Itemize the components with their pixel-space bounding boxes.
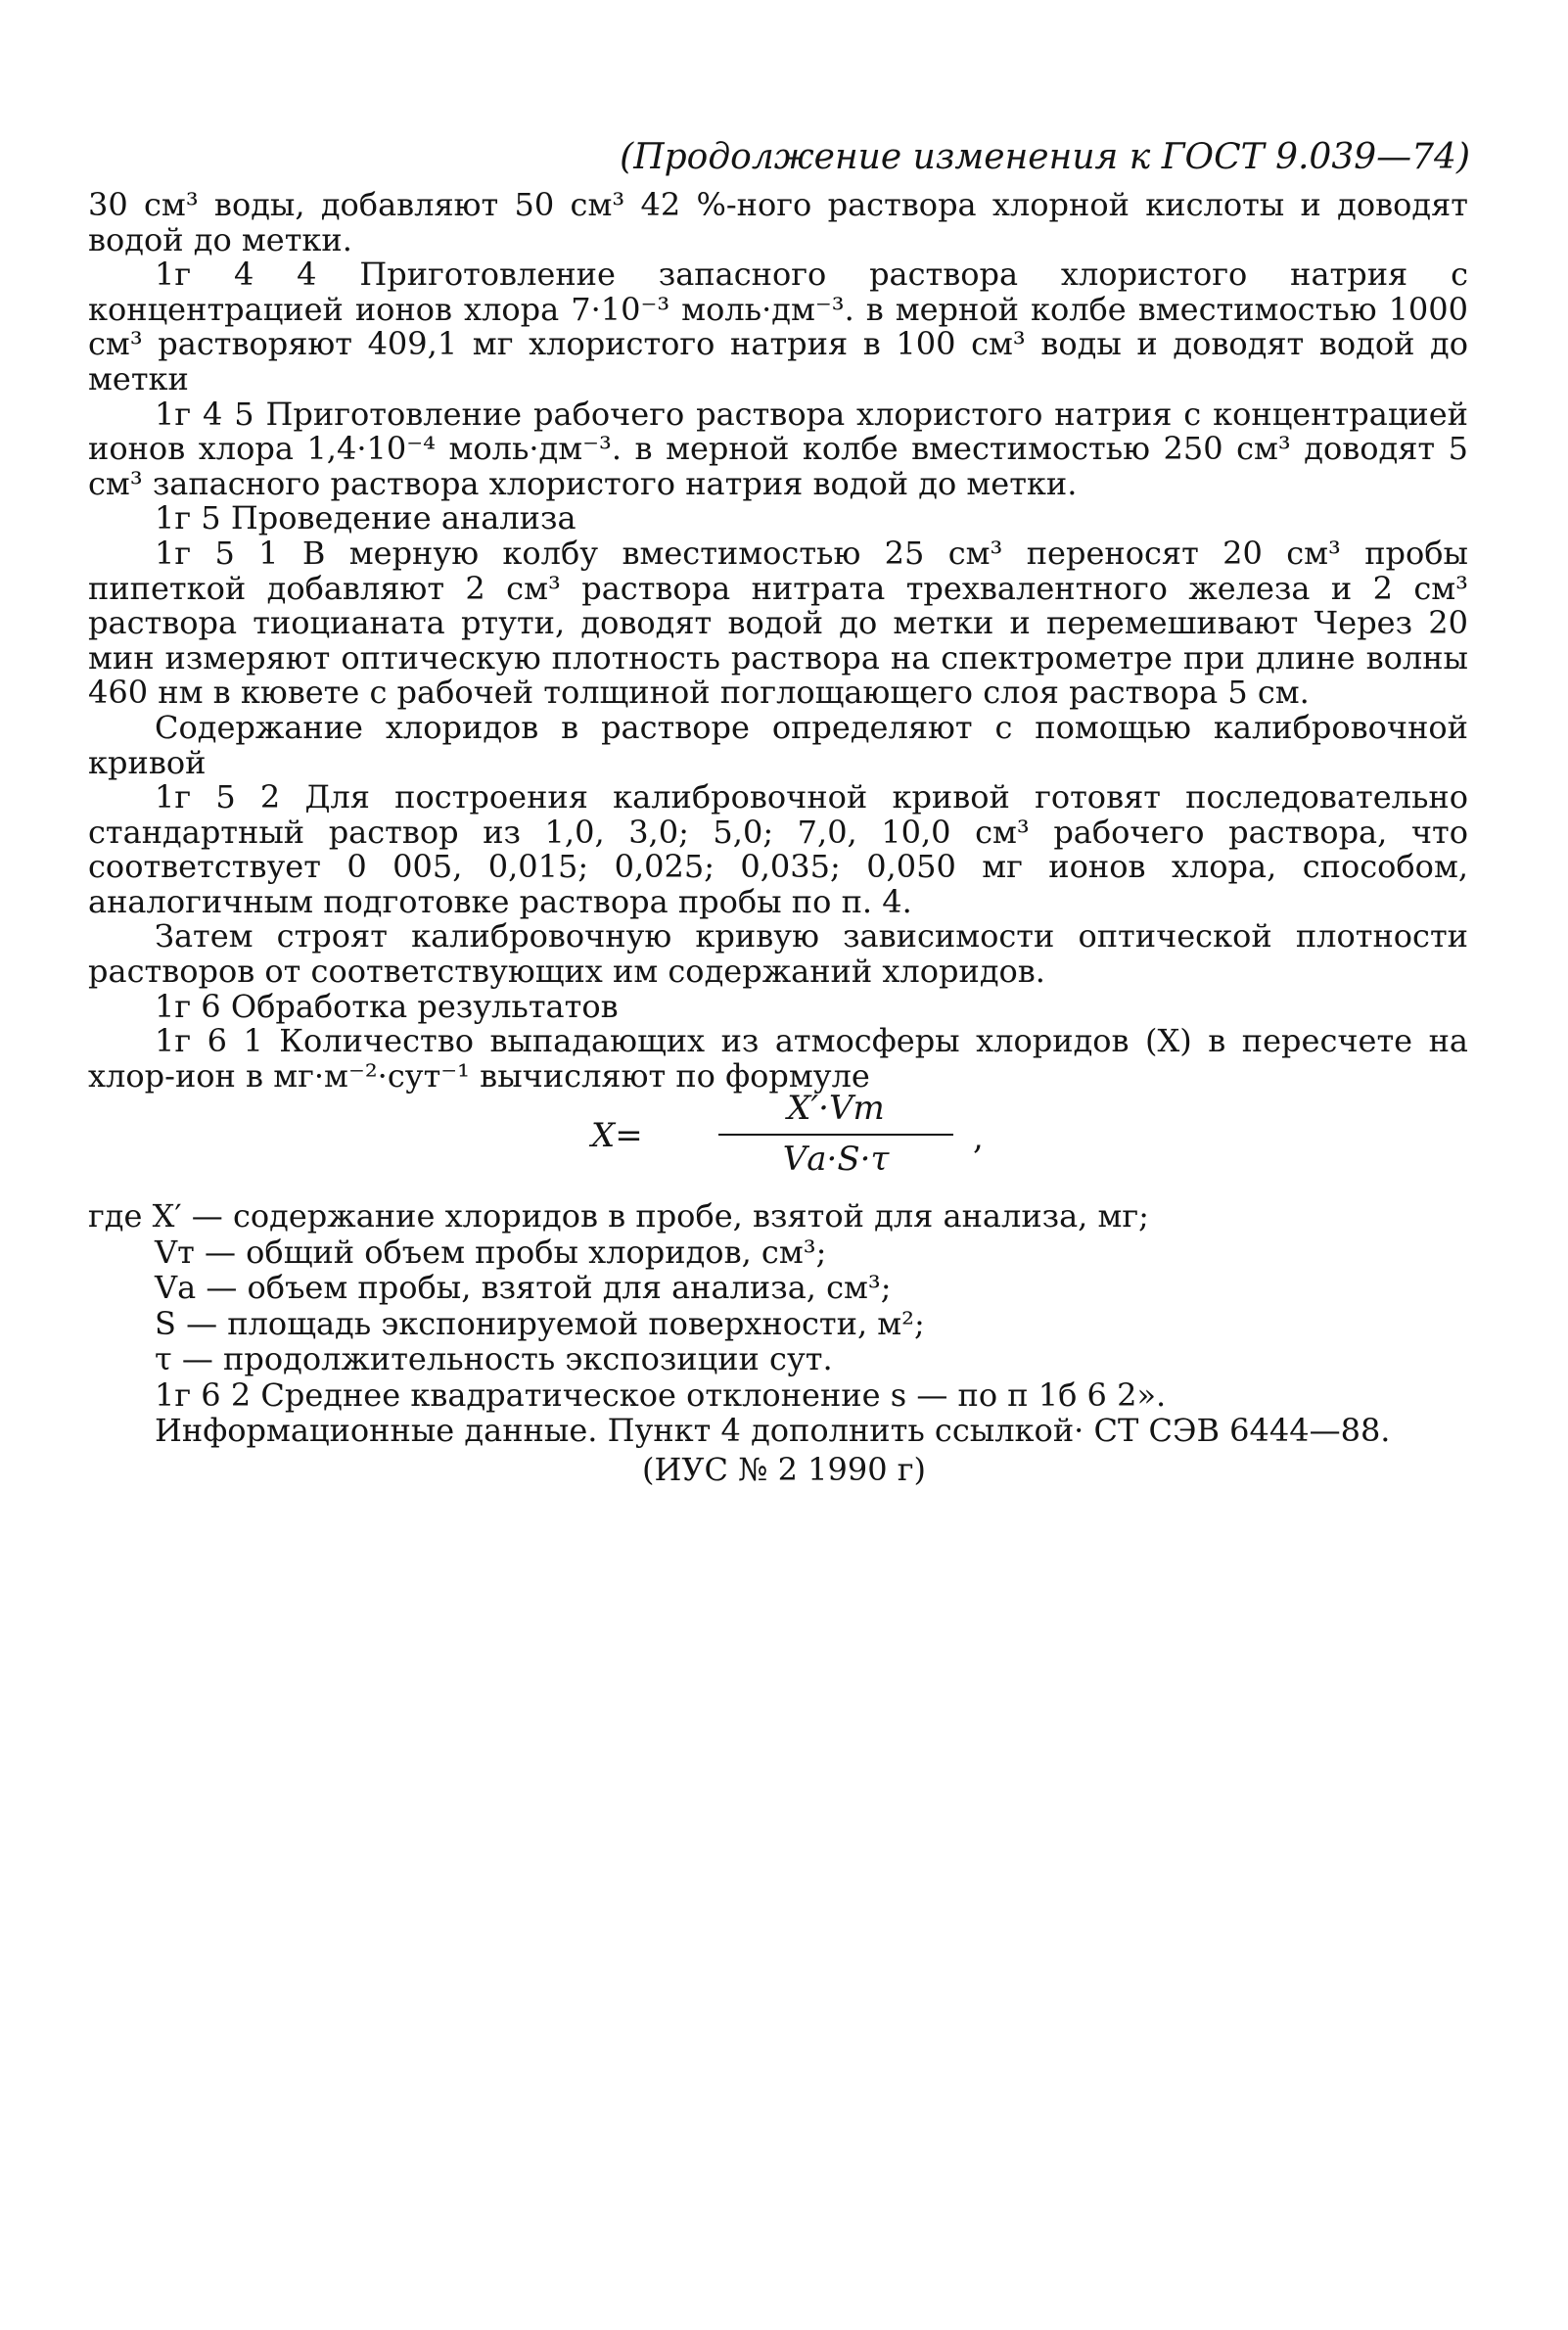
paragraph: 1г 6 1 Количество выпадающих из атмосферы хлоридов (X) в пересчете на хлор-ион в мг·м⁻²·сут⁻¹ вычисляют по формуле — [88, 1022, 1468, 1095]
symbol-line: Vт — общий объем пробы хлоридов, см³; — [155, 1233, 827, 1271]
formula-lhs: X= — [591, 1116, 643, 1155]
page-header: (Продолжение изменения к ГОСТ 9.039—74) — [620, 137, 1470, 177]
formula — [591, 1089, 984, 1183]
symbol-definitions — [88, 1198, 1468, 1449]
paragraph: 1г 4 4 Приготовление запасного раствора хлористого натрия с концентрацией ионов хлора 7·10⁻³ моль·дм⁻³. в мерной колбе вместимостью 1000 см³ растворяют 409,1 мг хлористого натрия в 100 см³ воды и доводят водой до метки — [88, 256, 1468, 397]
symbol-line: S — площадь экспонируемой поверхности, м²; — [155, 1304, 925, 1342]
paragraph: 1г 6 2 Среднее квадратическое отклонение s — по п 1б 6 2». — [155, 1375, 1167, 1414]
paragraph: 30 см³ воды, добавляют 50 см³ 42 %-ного раствора хлорной кислоты и доводят водой до метки. — [88, 186, 1468, 258]
paragraph: 1г 5 1 В мерную колбу вместимостью 25 см³ переносят 20 см³ пробы пипеткой добавляют 2 см³ раствора нитрата трехвалентного железа и 2 см³ раствора тиоцианата ртути, доводят водой до метки и перемешивают Через 20 мин измеряют оптическую плотность раствора на спектрометре при длине волны 460 нм в кювете с рабочей толщиной поглощающего слоя раствора 5 см. — [88, 534, 1468, 712]
publication-reference: (ИУС № 2 1990 г) — [641, 1451, 926, 1488]
fraction-bar — [718, 1134, 953, 1136]
formula-numerator: X′·Vт — [787, 1089, 885, 1128]
formula-denominator: Vа·S·τ — [782, 1140, 890, 1179]
paragraph: Содержание хлоридов в растворе определяют с помощью калибровочной кривой — [88, 708, 1468, 781]
paragraph: 1г 5 2 Для построения калибровочной кривой готовят последовательно стандартный раствор из 1,0, 3,0; 5,0; 7,0, 10,0 см³ рабочего раствора, что соответствует 0 005, 0,015; 0,025; 0,035; 0,050 мг ионов хлора, способом, аналогичным подготовке раствора пробы по п. 4. — [88, 778, 1468, 920]
section-heading: 1г 6 Обработка результатов — [155, 987, 619, 1025]
paragraph: 1г 4 5 Приготовление рабочего раствора хлористого натрия с концентрацией ионов хлора 1,4·10⁻⁴ моль·дм⁻³. в мерной колбе вместимостью 250 см³ доводят 5 см³ запасного раствора хлористого натрия водой до метки. — [88, 395, 1468, 502]
section-heading: 1г 5 Проведение анализа — [155, 499, 576, 537]
symbol-line: τ — продолжительность экспозиции сут. — [155, 1340, 833, 1377]
paragraph: Затем строят калибровочную кривую зависимости оптической плотности растворов от соответствующих им содержаний хлоридов. — [88, 917, 1468, 991]
symbol-line: где X′ — содержание хлоридов в пробе, взятой для анализа, мг; — [88, 1197, 1149, 1235]
body-text — [88, 188, 1468, 1094]
formula-comma: , — [973, 1118, 984, 1157]
info-data-line: Информационные данные. Пункт 4 дополнить ссылкой· СТ СЭВ 6444—88. — [155, 1412, 1391, 1449]
symbol-line: Vа — объем пробы, взятой для анализа, см³; — [155, 1269, 892, 1306]
